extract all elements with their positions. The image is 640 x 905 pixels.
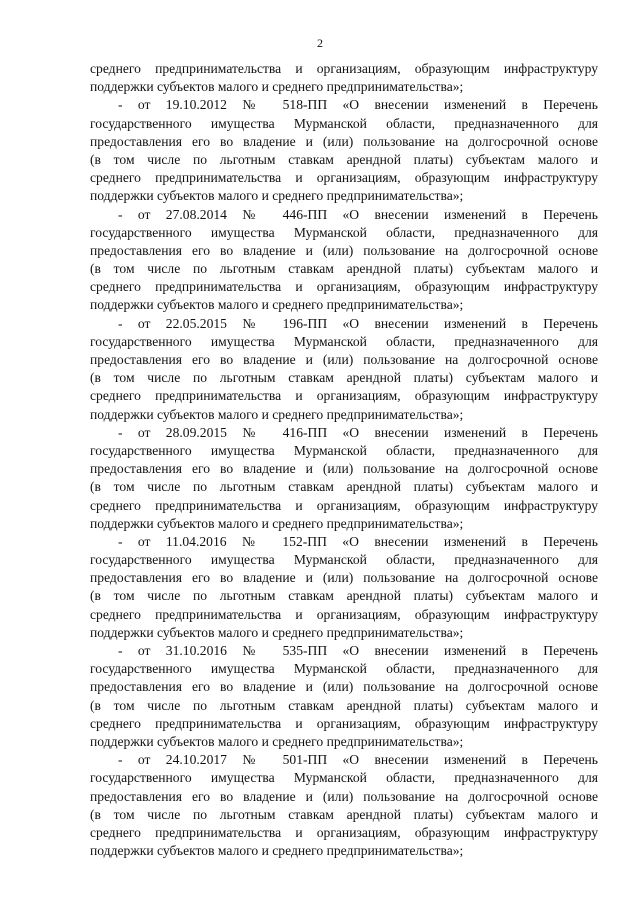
text-line: (в том числе по льготным ставкам арендной платы) субъектам малого и	[90, 370, 598, 386]
text-line: государственного имущества Мурманской области, предназначенного для	[90, 224, 598, 240]
text-line: среднего предпринимательства и организациям, образующим инфраструктуру	[90, 279, 598, 295]
text-line: поддержки субъектов малого и среднего предпринимательства»;	[90, 79, 464, 95]
text-line: государственного имущества Мурманской области, предназначенного для	[90, 552, 598, 568]
text-line: поддержки субъектов малого и среднего предпринимательства»;	[90, 188, 464, 204]
text-line: поддержки субъектов малого и среднего предпринимательства»;	[90, 515, 464, 531]
text-line: государственного имущества Мурманской области, предназначенного для	[90, 770, 598, 786]
list-item-start-line: - от 31.10.2016 № 535-ПП «О внесении изменений в Перечень	[118, 643, 598, 658]
text-line: среднего предпринимательства и организациям, образующим инфраструктуру	[90, 606, 598, 622]
text-line: среднего предпринимательства и организациям, образующим инфраструктуру	[90, 715, 598, 731]
text-line: (в том числе по льготным ставкам арендной платы) субъектам малого и	[90, 588, 598, 604]
document-body	[90, 60, 598, 860]
text-line: предоставления его во владение и (или) пользование на долгосрочной основе	[90, 570, 598, 586]
text-line: (в том числе по льготным ставкам арендной платы) субъектам малого и	[90, 697, 598, 713]
text-line: поддержки субъектов малого и среднего предпринимательства»;	[90, 624, 464, 640]
text-line: предоставления его во владение и (или) пользование на долгосрочной основе	[90, 242, 598, 258]
page-number: 2	[317, 36, 323, 50]
text-line: поддержки субъектов малого и среднего предпринимательства»;	[90, 406, 464, 422]
text-line: предоставления его во владение и (или) пользование на долгосрочной основе	[90, 788, 598, 804]
list-item-start-line: - от 19.10.2012 № 518-ПП «О внесении изменений в Перечень	[118, 97, 598, 113]
text-line: (в том числе по льготным ставкам арендной платы) субъектам малого и	[90, 151, 598, 167]
text-line: поддержки субъектов малого и среднего предпринимательства»;	[90, 297, 464, 313]
text-line: предоставления его во владение и (или) пользование на долгосрочной основе	[90, 461, 598, 477]
text-line: среднего предпринимательства и организациям, образующим инфраструктуру	[90, 388, 598, 404]
text-line: среднего предпринимательства и организациям, образующим инфраструктуру	[90, 824, 598, 840]
text-line: государственного имущества Мурманской области, предназначенного для	[90, 442, 598, 458]
text-line: (в том числе по льготным ставкам арендной платы) субъектам малого и	[90, 261, 598, 277]
text-line: (в том числе по льготным ставкам арендной платы) субъектам малого и	[90, 806, 598, 822]
list-item-start-line: - от 11.04.2016 № 152-ПП «О внесении изменений в Перечень	[118, 533, 598, 549]
text-line: поддержки субъектов малого и среднего предпринимательства»;	[90, 733, 464, 749]
text-line: государственного имущества Мурманской области, предназначенного для	[90, 661, 598, 677]
text-line: предоставления его во владение и (или) пользование на долгосрочной основе	[90, 352, 598, 367]
text-line: (в том числе по льготным ставкам арендной платы) субъектам малого и	[90, 479, 598, 495]
list-item-start-line: - от 27.08.2014 № 446-ПП «О внесении изменений в Перечень	[118, 206, 598, 222]
list-item-start-line: - от 24.10.2017 № 501-ПП «О внесении изменений в Перечень	[118, 752, 598, 768]
text-line: среднего предпринимательства и организациям, образующим инфраструктуру	[90, 497, 598, 513]
list-item-start-line: - от 22.05.2015 № 196-ПП «О внесении изменений в Перечень	[118, 315, 598, 331]
text-line: среднего предпринимательства и организациям, образующим инфраструктуру	[90, 61, 598, 76]
text-line: государственного имущества Мурманской области, предназначенного для	[90, 333, 598, 349]
text-line: среднего предпринимательства и организациям, образующим инфраструктуру	[90, 170, 598, 186]
text-line: государственного имущества Мурманской области, предназначенного для	[90, 115, 598, 131]
text-line: поддержки субъектов малого и среднего предпринимательства»;	[90, 843, 464, 859]
text-line: предоставления его во владение и (или) пользование на долгосрочной основе	[90, 679, 598, 695]
text-line: предоставления его во владение и (или) пользование на долгосрочной основе	[90, 133, 598, 149]
list-item-start-line: - от 28.09.2015 № 416-ПП «О внесении изменений в Перечень	[118, 424, 598, 440]
